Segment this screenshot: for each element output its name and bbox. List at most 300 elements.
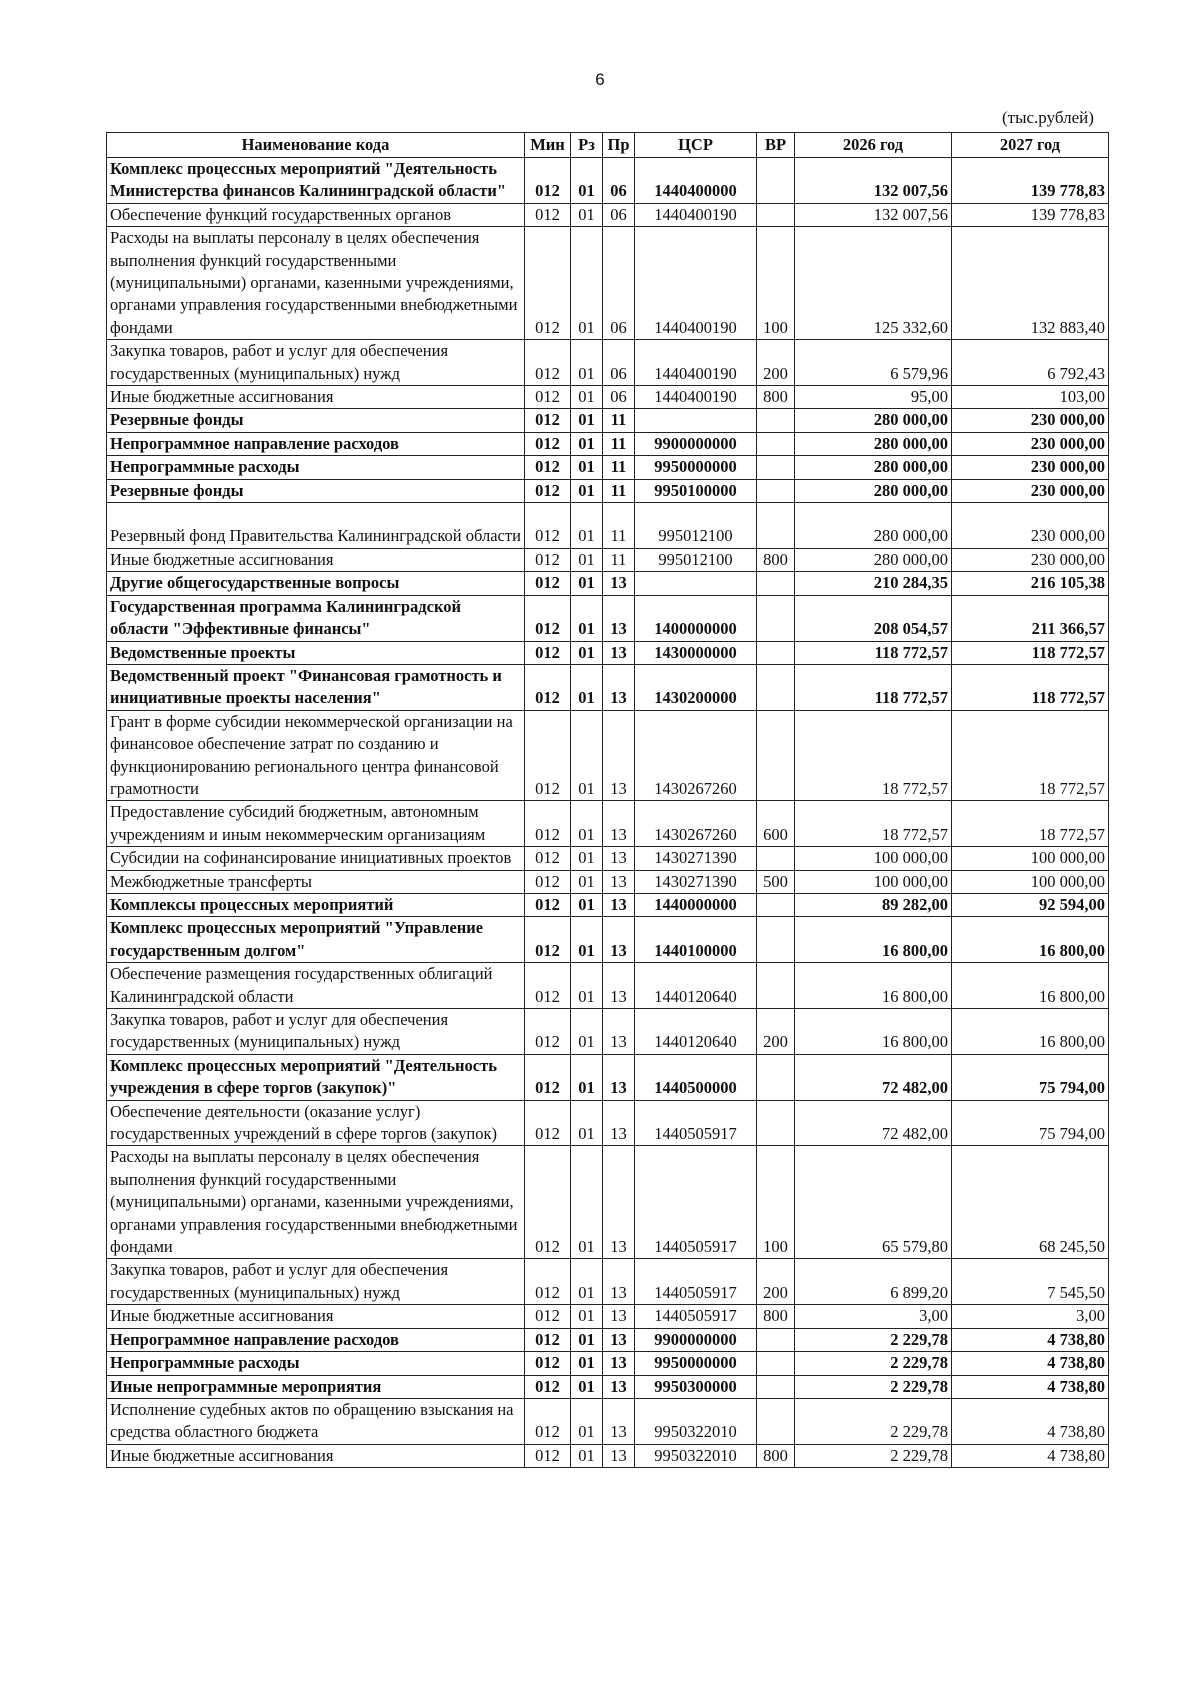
row-pr: 13 bbox=[603, 1328, 635, 1351]
row-rz: 01 bbox=[571, 710, 603, 801]
row-rz: 01 bbox=[571, 893, 603, 916]
row-value-2026: 280 000,00 bbox=[795, 503, 952, 549]
row-min: 012 bbox=[525, 1305, 571, 1328]
row-value-2026: 16 800,00 bbox=[795, 917, 952, 963]
row-rz: 01 bbox=[571, 479, 603, 502]
row-min: 012 bbox=[525, 409, 571, 432]
row-csr: 9950000000 bbox=[635, 1352, 757, 1375]
table-row bbox=[107, 548, 1109, 571]
table-row bbox=[107, 917, 1109, 963]
row-name: Грант в форме субсидии некоммерческой организации на финансовое обеспечение затрат по созданию и функционированию регионального центра финансовой грамотности bbox=[107, 710, 525, 801]
header-2026: 2026 год bbox=[795, 133, 952, 158]
row-value-2027: 211 366,57 bbox=[952, 595, 1109, 641]
row-rz: 01 bbox=[571, 801, 603, 847]
row-min: 012 bbox=[525, 801, 571, 847]
row-name: Иные бюджетные ассигнования bbox=[107, 386, 525, 409]
row-vr bbox=[757, 1375, 795, 1398]
table-row bbox=[107, 870, 1109, 893]
row-value-2027: 230 000,00 bbox=[952, 503, 1109, 549]
row-pr: 13 bbox=[603, 664, 635, 710]
row-value-2026: 72 482,00 bbox=[795, 1054, 952, 1100]
row-min: 012 bbox=[525, 340, 571, 386]
row-rz: 01 bbox=[571, 1054, 603, 1100]
row-vr: 500 bbox=[757, 870, 795, 893]
row-csr: 9950322010 bbox=[635, 1444, 757, 1467]
header-2027: 2027 год bbox=[952, 133, 1109, 158]
row-csr: 1440400190 bbox=[635, 227, 757, 340]
row-csr: 995012100 bbox=[635, 503, 757, 549]
row-name: Расходы на выплаты персоналу в целях обеспечения выполнения функций государственными (муниципальными) органами, казенными учреждениями, органами управления государственными внебюджетными фондами bbox=[107, 1146, 525, 1259]
row-csr: 1440500000 bbox=[635, 1054, 757, 1100]
row-rz: 01 bbox=[571, 548, 603, 571]
row-value-2027: 230 000,00 bbox=[952, 456, 1109, 479]
row-pr: 13 bbox=[603, 1305, 635, 1328]
table-row bbox=[107, 340, 1109, 386]
row-value-2027: 139 778,83 bbox=[952, 203, 1109, 226]
row-rz: 01 bbox=[571, 340, 603, 386]
row-value-2026: 132 007,56 bbox=[795, 158, 952, 204]
row-pr: 13 bbox=[603, 572, 635, 595]
row-value-2026: 6 899,20 bbox=[795, 1259, 952, 1305]
table-row bbox=[107, 1444, 1109, 1467]
row-min: 012 bbox=[525, 203, 571, 226]
row-csr: 9950300000 bbox=[635, 1375, 757, 1398]
row-pr: 13 bbox=[603, 1444, 635, 1467]
row-value-2027: 103,00 bbox=[952, 386, 1109, 409]
row-min: 012 bbox=[525, 1146, 571, 1259]
row-pr: 06 bbox=[603, 203, 635, 226]
row-rz: 01 bbox=[571, 1375, 603, 1398]
row-vr: 800 bbox=[757, 1444, 795, 1467]
row-name: Непрограммные расходы bbox=[107, 1352, 525, 1375]
row-pr: 06 bbox=[603, 227, 635, 340]
row-value-2027: 100 000,00 bbox=[952, 847, 1109, 870]
row-name: Обеспечение размещения государственных облигаций Калининградской области bbox=[107, 963, 525, 1009]
row-csr: 9900000000 bbox=[635, 1328, 757, 1351]
row-pr: 13 bbox=[603, 710, 635, 801]
row-value-2026: 16 800,00 bbox=[795, 1009, 952, 1055]
row-vr bbox=[757, 641, 795, 664]
row-vr bbox=[757, 432, 795, 455]
row-value-2026: 16 800,00 bbox=[795, 963, 952, 1009]
table-row bbox=[107, 479, 1109, 502]
table-row bbox=[107, 1398, 1109, 1444]
row-rz: 01 bbox=[571, 1100, 603, 1146]
row-vr bbox=[757, 1352, 795, 1375]
row-vr bbox=[757, 917, 795, 963]
header-name: Наименование кода bbox=[107, 133, 525, 158]
row-rz: 01 bbox=[571, 409, 603, 432]
row-vr: 200 bbox=[757, 340, 795, 386]
row-vr bbox=[757, 456, 795, 479]
row-min: 012 bbox=[525, 1009, 571, 1055]
row-min: 012 bbox=[525, 1375, 571, 1398]
row-pr: 13 bbox=[603, 870, 635, 893]
row-vr bbox=[757, 158, 795, 204]
row-value-2027: 230 000,00 bbox=[952, 432, 1109, 455]
row-name: Резервные фонды bbox=[107, 479, 525, 502]
row-min: 012 bbox=[525, 664, 571, 710]
row-value-2026: 118 772,57 bbox=[795, 641, 952, 664]
table-row bbox=[107, 641, 1109, 664]
row-rz: 01 bbox=[571, 572, 603, 595]
row-min: 012 bbox=[525, 641, 571, 664]
row-rz: 01 bbox=[571, 1444, 603, 1467]
budget-table bbox=[106, 132, 1109, 1468]
row-vr bbox=[757, 409, 795, 432]
row-value-2027: 75 794,00 bbox=[952, 1054, 1109, 1100]
row-value-2026: 2 229,78 bbox=[795, 1444, 952, 1467]
row-vr: 100 bbox=[757, 1146, 795, 1259]
row-csr: 1430267260 bbox=[635, 801, 757, 847]
row-pr: 11 bbox=[603, 548, 635, 571]
row-value-2027: 132 883,40 bbox=[952, 227, 1109, 340]
row-csr: 1440400190 bbox=[635, 340, 757, 386]
table-row bbox=[107, 456, 1109, 479]
row-vr bbox=[757, 664, 795, 710]
row-value-2026: 2 229,78 bbox=[795, 1398, 952, 1444]
row-name: Исполнение судебных актов по обращению взыскания на средства областного бюджета bbox=[107, 1398, 525, 1444]
row-value-2027: 4 738,80 bbox=[952, 1398, 1109, 1444]
row-pr: 11 bbox=[603, 503, 635, 549]
row-vr bbox=[757, 847, 795, 870]
row-value-2026: 280 000,00 bbox=[795, 432, 952, 455]
row-value-2026: 280 000,00 bbox=[795, 479, 952, 502]
row-csr: 9950322010 bbox=[635, 1398, 757, 1444]
row-vr bbox=[757, 963, 795, 1009]
row-name: Закупка товаров, работ и услуг для обеспечения государственных (муниципальных) нужд bbox=[107, 1009, 525, 1055]
table-row bbox=[107, 386, 1109, 409]
row-name: Непрограммное направление расходов bbox=[107, 432, 525, 455]
row-name: Комплексы процессных мероприятий bbox=[107, 893, 525, 916]
row-pr: 13 bbox=[603, 1054, 635, 1100]
row-value-2026: 89 282,00 bbox=[795, 893, 952, 916]
row-vr: 800 bbox=[757, 1305, 795, 1328]
row-csr: 1430267260 bbox=[635, 710, 757, 801]
row-min: 012 bbox=[525, 158, 571, 204]
row-pr: 11 bbox=[603, 456, 635, 479]
row-min: 012 bbox=[525, 917, 571, 963]
row-min: 012 bbox=[525, 1352, 571, 1375]
row-min: 012 bbox=[525, 595, 571, 641]
row-name: Ведомственные проекты bbox=[107, 641, 525, 664]
row-min: 012 bbox=[525, 432, 571, 455]
table-row bbox=[107, 1009, 1109, 1055]
row-pr: 13 bbox=[603, 1259, 635, 1305]
row-value-2027: 16 800,00 bbox=[952, 963, 1109, 1009]
table-row bbox=[107, 203, 1109, 226]
row-pr: 11 bbox=[603, 432, 635, 455]
header-pr: Пр bbox=[603, 133, 635, 158]
row-csr: 1430200000 bbox=[635, 664, 757, 710]
row-csr: 1440120640 bbox=[635, 963, 757, 1009]
row-csr: 1440000000 bbox=[635, 893, 757, 916]
row-name: Субсидии на софинансирование инициативных проектов bbox=[107, 847, 525, 870]
row-min: 012 bbox=[525, 1100, 571, 1146]
table-row bbox=[107, 801, 1109, 847]
row-rz: 01 bbox=[571, 1305, 603, 1328]
row-pr: 13 bbox=[603, 801, 635, 847]
row-rz: 01 bbox=[571, 1398, 603, 1444]
row-vr bbox=[757, 1398, 795, 1444]
row-min: 012 bbox=[525, 963, 571, 1009]
table-row bbox=[107, 595, 1109, 641]
row-value-2027: 139 778,83 bbox=[952, 158, 1109, 204]
row-csr: 1440100000 bbox=[635, 917, 757, 963]
row-value-2027: 68 245,50 bbox=[952, 1146, 1109, 1259]
table-row bbox=[107, 1259, 1109, 1305]
row-pr: 13 bbox=[603, 1100, 635, 1146]
row-min: 012 bbox=[525, 572, 571, 595]
row-pr: 06 bbox=[603, 340, 635, 386]
row-value-2027: 75 794,00 bbox=[952, 1100, 1109, 1146]
row-value-2026: 65 579,80 bbox=[795, 1146, 952, 1259]
row-value-2027: 216 105,38 bbox=[952, 572, 1109, 595]
row-csr: 1400000000 bbox=[635, 595, 757, 641]
row-min: 012 bbox=[525, 710, 571, 801]
row-pr: 13 bbox=[603, 1375, 635, 1398]
row-name: Комплекс процессных мероприятий "Деятельность учреждения в сфере торгов (закупок)" bbox=[107, 1054, 525, 1100]
page-number: 6 bbox=[595, 70, 605, 89]
header-vr: ВР bbox=[757, 133, 795, 158]
row-value-2027: 4 738,80 bbox=[952, 1352, 1109, 1375]
row-value-2027: 230 000,00 bbox=[952, 479, 1109, 502]
row-min: 012 bbox=[525, 847, 571, 870]
row-name: Другие общегосударственные вопросы bbox=[107, 572, 525, 595]
row-rz: 01 bbox=[571, 641, 603, 664]
row-name: Непрограммное направление расходов bbox=[107, 1328, 525, 1351]
row-min: 012 bbox=[525, 503, 571, 549]
row-value-2027: 3,00 bbox=[952, 1305, 1109, 1328]
row-min: 012 bbox=[525, 1444, 571, 1467]
row-name: Резервный фонд Правительства Калининградской области bbox=[107, 503, 525, 549]
row-value-2026: 210 284,35 bbox=[795, 572, 952, 595]
row-pr: 13 bbox=[603, 847, 635, 870]
row-value-2027: 18 772,57 bbox=[952, 801, 1109, 847]
row-min: 012 bbox=[525, 870, 571, 893]
row-rz: 01 bbox=[571, 595, 603, 641]
row-csr: 9950000000 bbox=[635, 456, 757, 479]
row-rz: 01 bbox=[571, 386, 603, 409]
row-value-2026: 125 332,60 bbox=[795, 227, 952, 340]
row-value-2027: 18 772,57 bbox=[952, 710, 1109, 801]
row-name: Резервные фонды bbox=[107, 409, 525, 432]
row-csr: 1440505917 bbox=[635, 1305, 757, 1328]
header-csr: ЦСР bbox=[635, 133, 757, 158]
row-min: 012 bbox=[525, 227, 571, 340]
table-row bbox=[107, 227, 1109, 340]
row-min: 012 bbox=[525, 1328, 571, 1351]
row-vr bbox=[757, 1100, 795, 1146]
row-value-2027: 100 000,00 bbox=[952, 870, 1109, 893]
row-value-2026: 6 579,96 bbox=[795, 340, 952, 386]
row-value-2027: 16 800,00 bbox=[952, 917, 1109, 963]
row-vr: 800 bbox=[757, 548, 795, 571]
row-csr: 1440400000 bbox=[635, 158, 757, 204]
row-csr: 1430000000 bbox=[635, 641, 757, 664]
row-csr: 9950100000 bbox=[635, 479, 757, 502]
table-row bbox=[107, 1328, 1109, 1351]
row-csr: 1440400190 bbox=[635, 386, 757, 409]
row-name: Комплекс процессных мероприятий "Деятельность Министерства финансов Калининградской области" bbox=[107, 158, 525, 204]
table-row bbox=[107, 409, 1109, 432]
row-csr: 1440505917 bbox=[635, 1259, 757, 1305]
row-value-2026: 2 229,78 bbox=[795, 1352, 952, 1375]
row-value-2026: 208 054,57 bbox=[795, 595, 952, 641]
table-row bbox=[107, 1146, 1109, 1259]
row-vr bbox=[757, 1328, 795, 1351]
row-rz: 01 bbox=[571, 203, 603, 226]
row-value-2027: 6 792,43 bbox=[952, 340, 1109, 386]
row-name: Иные бюджетные ассигнования bbox=[107, 548, 525, 571]
table-row bbox=[107, 1100, 1109, 1146]
row-vr: 200 bbox=[757, 1259, 795, 1305]
row-csr bbox=[635, 409, 757, 432]
row-name: Иные бюджетные ассигнования bbox=[107, 1444, 525, 1467]
table-row bbox=[107, 1054, 1109, 1100]
row-value-2026: 72 482,00 bbox=[795, 1100, 952, 1146]
row-pr: 06 bbox=[603, 158, 635, 204]
row-vr bbox=[757, 595, 795, 641]
row-csr: 1440505917 bbox=[635, 1100, 757, 1146]
row-value-2026: 18 772,57 bbox=[795, 710, 952, 801]
header-min: Мин bbox=[525, 133, 571, 158]
row-name: Предоставление субсидий бюджетным, автономным учреждениям и иным некоммерческим организациям bbox=[107, 801, 525, 847]
row-rz: 01 bbox=[571, 1259, 603, 1305]
row-name: Обеспечение деятельности (оказание услуг) государственных учреждений в сфере торгов (закупок) bbox=[107, 1100, 525, 1146]
row-value-2027: 118 772,57 bbox=[952, 664, 1109, 710]
row-rz: 01 bbox=[571, 158, 603, 204]
row-value-2027: 230 000,00 bbox=[952, 548, 1109, 571]
row-rz: 01 bbox=[571, 1009, 603, 1055]
row-name: Обеспечение функций государственных органов bbox=[107, 203, 525, 226]
table-row bbox=[107, 1375, 1109, 1398]
table-body bbox=[107, 158, 1109, 1468]
row-value-2026: 2 229,78 bbox=[795, 1328, 952, 1351]
row-value-2026: 118 772,57 bbox=[795, 664, 952, 710]
row-vr: 200 bbox=[757, 1009, 795, 1055]
row-pr: 13 bbox=[603, 1146, 635, 1259]
table-row bbox=[107, 847, 1109, 870]
row-pr: 13 bbox=[603, 1009, 635, 1055]
row-rz: 01 bbox=[571, 1328, 603, 1351]
row-value-2026: 3,00 bbox=[795, 1305, 952, 1328]
units-label: (тыс.рублей) bbox=[1002, 108, 1094, 127]
row-rz: 01 bbox=[571, 870, 603, 893]
row-value-2027: 118 772,57 bbox=[952, 641, 1109, 664]
row-pr: 13 bbox=[603, 1352, 635, 1375]
row-min: 012 bbox=[525, 548, 571, 571]
table-row bbox=[107, 572, 1109, 595]
row-csr: 995012100 bbox=[635, 548, 757, 571]
table-row bbox=[107, 503, 1109, 549]
row-rz: 01 bbox=[571, 1146, 603, 1259]
row-csr: 1440505917 bbox=[635, 1146, 757, 1259]
table-row bbox=[107, 893, 1109, 916]
row-vr: 100 bbox=[757, 227, 795, 340]
row-value-2026: 18 772,57 bbox=[795, 801, 952, 847]
table-header-row bbox=[107, 133, 1109, 158]
row-pr: 13 bbox=[603, 893, 635, 916]
row-rz: 01 bbox=[571, 847, 603, 870]
row-csr bbox=[635, 572, 757, 595]
row-min: 012 bbox=[525, 1259, 571, 1305]
row-value-2026: 280 000,00 bbox=[795, 409, 952, 432]
row-rz: 01 bbox=[571, 227, 603, 340]
row-rz: 01 bbox=[571, 664, 603, 710]
row-value-2026: 280 000,00 bbox=[795, 456, 952, 479]
row-value-2027: 4 738,80 bbox=[952, 1375, 1109, 1398]
row-rz: 01 bbox=[571, 456, 603, 479]
table-row bbox=[107, 158, 1109, 204]
row-name: Расходы на выплаты персоналу в целях обеспечения выполнения функций государственными (муниципальными) органами, казенными учреждениями, органами управления государственными внебюджетными фондами bbox=[107, 227, 525, 340]
row-value-2027: 92 594,00 bbox=[952, 893, 1109, 916]
row-vr bbox=[757, 203, 795, 226]
row-pr: 13 bbox=[603, 595, 635, 641]
row-name: Непрограммные расходы bbox=[107, 456, 525, 479]
row-name: Иные бюджетные ассигнования bbox=[107, 1305, 525, 1328]
row-pr: 13 bbox=[603, 963, 635, 1009]
header-rz: Рз bbox=[571, 133, 603, 158]
row-vr: 600 bbox=[757, 801, 795, 847]
row-value-2026: 132 007,56 bbox=[795, 203, 952, 226]
row-name: Закупка товаров, работ и услуг для обеспечения государственных (муниципальных) нужд bbox=[107, 1259, 525, 1305]
table-row bbox=[107, 710, 1109, 801]
row-pr: 11 bbox=[603, 479, 635, 502]
row-value-2027: 4 738,80 bbox=[952, 1328, 1109, 1351]
row-vr bbox=[757, 1054, 795, 1100]
row-min: 012 bbox=[525, 386, 571, 409]
row-pr: 13 bbox=[603, 917, 635, 963]
row-pr: 06 bbox=[603, 386, 635, 409]
row-value-2026: 95,00 bbox=[795, 386, 952, 409]
table-row bbox=[107, 664, 1109, 710]
row-min: 012 bbox=[525, 479, 571, 502]
table-row bbox=[107, 432, 1109, 455]
table-row bbox=[107, 1305, 1109, 1328]
row-csr: 1430271390 bbox=[635, 847, 757, 870]
row-vr bbox=[757, 710, 795, 801]
row-value-2027: 16 800,00 bbox=[952, 1009, 1109, 1055]
row-pr: 13 bbox=[603, 1398, 635, 1444]
row-csr: 1430271390 bbox=[635, 870, 757, 893]
row-name: Иные непрограммные мероприятия bbox=[107, 1375, 525, 1398]
table-row bbox=[107, 963, 1109, 1009]
row-name: Комплекс процессных мероприятий "Управление государственным долгом" bbox=[107, 917, 525, 963]
row-value-2026: 100 000,00 bbox=[795, 847, 952, 870]
row-vr: 800 bbox=[757, 386, 795, 409]
row-value-2026: 280 000,00 bbox=[795, 548, 952, 571]
row-rz: 01 bbox=[571, 963, 603, 1009]
row-csr: 1440120640 bbox=[635, 1009, 757, 1055]
row-min: 012 bbox=[525, 1054, 571, 1100]
row-pr: 11 bbox=[603, 409, 635, 432]
row-vr bbox=[757, 893, 795, 916]
row-name: Государственная программа Калининградской области "Эффективные финансы" bbox=[107, 595, 525, 641]
row-vr bbox=[757, 503, 795, 549]
row-value-2027: 4 738,80 bbox=[952, 1444, 1109, 1467]
row-pr: 13 bbox=[603, 641, 635, 664]
row-value-2026: 100 000,00 bbox=[795, 870, 952, 893]
row-vr bbox=[757, 479, 795, 502]
row-min: 012 bbox=[525, 1398, 571, 1444]
row-name: Ведомственный проект "Финансовая грамотность и инициативные проекты населения" bbox=[107, 664, 525, 710]
row-min: 012 bbox=[525, 893, 571, 916]
row-rz: 01 bbox=[571, 503, 603, 549]
table-row bbox=[107, 1352, 1109, 1375]
row-csr: 1440400190 bbox=[635, 203, 757, 226]
row-vr bbox=[757, 572, 795, 595]
